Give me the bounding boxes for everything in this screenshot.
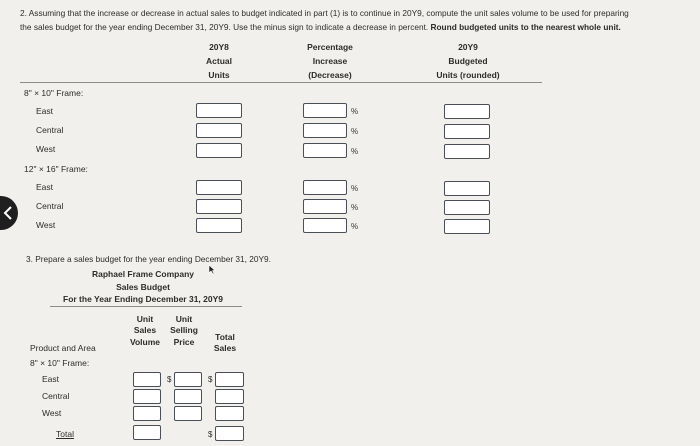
unit-price-east[interactable]: [174, 372, 202, 387]
header-budgeted: Budgeted: [448, 56, 488, 66]
total-sales-east[interactable]: [215, 372, 244, 387]
budgeted-units-east-8x10[interactable]: [444, 104, 490, 119]
budgeted-units-west-8x10[interactable]: [444, 144, 490, 159]
q2-instructions-bold: Round budgeted units to the nearest whole unit.: [430, 22, 621, 32]
q3-row-east: East: [42, 374, 60, 384]
price-currency-east: $: [167, 375, 172, 384]
q2-row-west-1: West: [36, 144, 56, 154]
col-volume: Volume: [129, 337, 161, 347]
sales-volume-west[interactable]: [133, 406, 161, 421]
sales-volume-east[interactable]: [133, 372, 161, 387]
previous-nav-tab[interactable]: [0, 196, 18, 230]
budgeted-units-east-12x16[interactable]: [444, 181, 490, 196]
col-total-sales: Sales: [213, 343, 237, 353]
percent-sign-5: %: [351, 203, 359, 212]
budgeted-units-central-12x16[interactable]: [444, 200, 490, 215]
header-20y9: 20Y9: [458, 42, 478, 52]
total-sales-west[interactable]: [215, 406, 244, 421]
percent-west-8x10[interactable]: [303, 143, 347, 158]
q3-row-total: Total: [56, 429, 74, 439]
col-total: Total: [215, 332, 235, 342]
unit-price-central[interactable]: [174, 389, 202, 404]
total-currency-east: $: [208, 375, 213, 384]
total-sales-central[interactable]: [215, 389, 244, 404]
actual-units-west-8x10[interactable]: [196, 143, 242, 158]
q2-row-central-1: Central: [36, 125, 64, 135]
mouse-cursor-icon: [208, 264, 216, 275]
q2-row-west-2: West: [36, 220, 56, 230]
q2-group2-label: 12" × 16" Frame:: [24, 164, 88, 174]
budgeted-units-west-12x16[interactable]: [444, 219, 490, 234]
percent-sign-4: %: [351, 184, 359, 193]
percent-central-8x10[interactable]: [303, 123, 347, 138]
percent-sign-6: %: [351, 222, 359, 231]
total-currency-total: $: [208, 430, 213, 439]
q2-instructions-line1: 2. Assuming that the increase or decrease in actual sales to budget indicated in part (1) is to continue in 20Y9, compute the unit sales volume to be used for preparing: [20, 8, 629, 18]
percent-east-8x10[interactable]: [303, 103, 347, 118]
percent-sign-2: %: [351, 127, 359, 136]
q3-budget-title: Sales Budget: [116, 282, 170, 292]
percent-east-12x16[interactable]: [303, 180, 347, 195]
total-sales-total[interactable]: [215, 426, 244, 441]
q2-row-east-1: East: [36, 106, 54, 116]
q3-title-rule: [50, 306, 242, 307]
q3-prompt: 3. Prepare a sales budget for the year ending December 31, 20Y9.: [26, 254, 271, 264]
header-decrease: (Decrease): [308, 70, 352, 80]
col-unit-2: Unit: [175, 314, 193, 324]
q3-row-west: West: [42, 408, 62, 418]
q3-product-and-area: Product and Area: [30, 343, 96, 353]
percent-central-12x16[interactable]: [303, 199, 347, 214]
q2-instructions-line2: [20, 22, 621, 32]
q2-row-central-2: Central: [36, 201, 64, 211]
actual-units-west-12x16[interactable]: [196, 218, 242, 233]
q3-period: For the Year Ending December 31, 20Y9: [63, 294, 223, 304]
actual-units-central-8x10[interactable]: [196, 123, 242, 138]
col-selling: Selling: [170, 325, 198, 335]
percent-west-12x16[interactable]: [303, 218, 347, 233]
header-actual: Actual: [206, 56, 232, 66]
q3-group1-label: 8" × 10" Frame:: [30, 358, 90, 368]
unit-price-west[interactable]: [174, 406, 202, 421]
col-unit-1: Unit: [136, 314, 154, 324]
q2-group1-label: 8" × 10" Frame:: [24, 88, 84, 98]
chevron-left-icon: [1, 205, 15, 221]
q2-instructions-plain: the sales budget for the year ending December 31, 20Y9. Use the minus sign to indicate a decrease in percent.: [20, 22, 429, 32]
actual-units-east-12x16[interactable]: [196, 180, 242, 195]
q3-row-central: Central: [42, 391, 70, 401]
actual-units-central-12x16[interactable]: [196, 199, 242, 214]
header-percentage: Percentage: [307, 42, 353, 52]
actual-units-east-8x10[interactable]: [196, 103, 242, 118]
col-sales: Sales: [133, 325, 157, 335]
percent-sign-3: %: [351, 147, 359, 156]
q3-company-name: Raphael Frame Company: [91, 269, 195, 279]
header-units-rounded: Units (rounded): [436, 70, 500, 80]
sales-volume-central[interactable]: [133, 389, 161, 404]
header-units: Units: [208, 70, 230, 80]
percent-sign-1: %: [351, 107, 359, 116]
q2-row-east-2: East: [36, 182, 54, 192]
budgeted-units-central-8x10[interactable]: [444, 124, 490, 139]
header-rule: [20, 82, 542, 83]
sales-volume-total[interactable]: [133, 425, 161, 440]
header-increase: Increase: [312, 56, 348, 66]
col-price: Price: [173, 337, 195, 347]
header-20y8: 20Y8: [209, 42, 229, 52]
